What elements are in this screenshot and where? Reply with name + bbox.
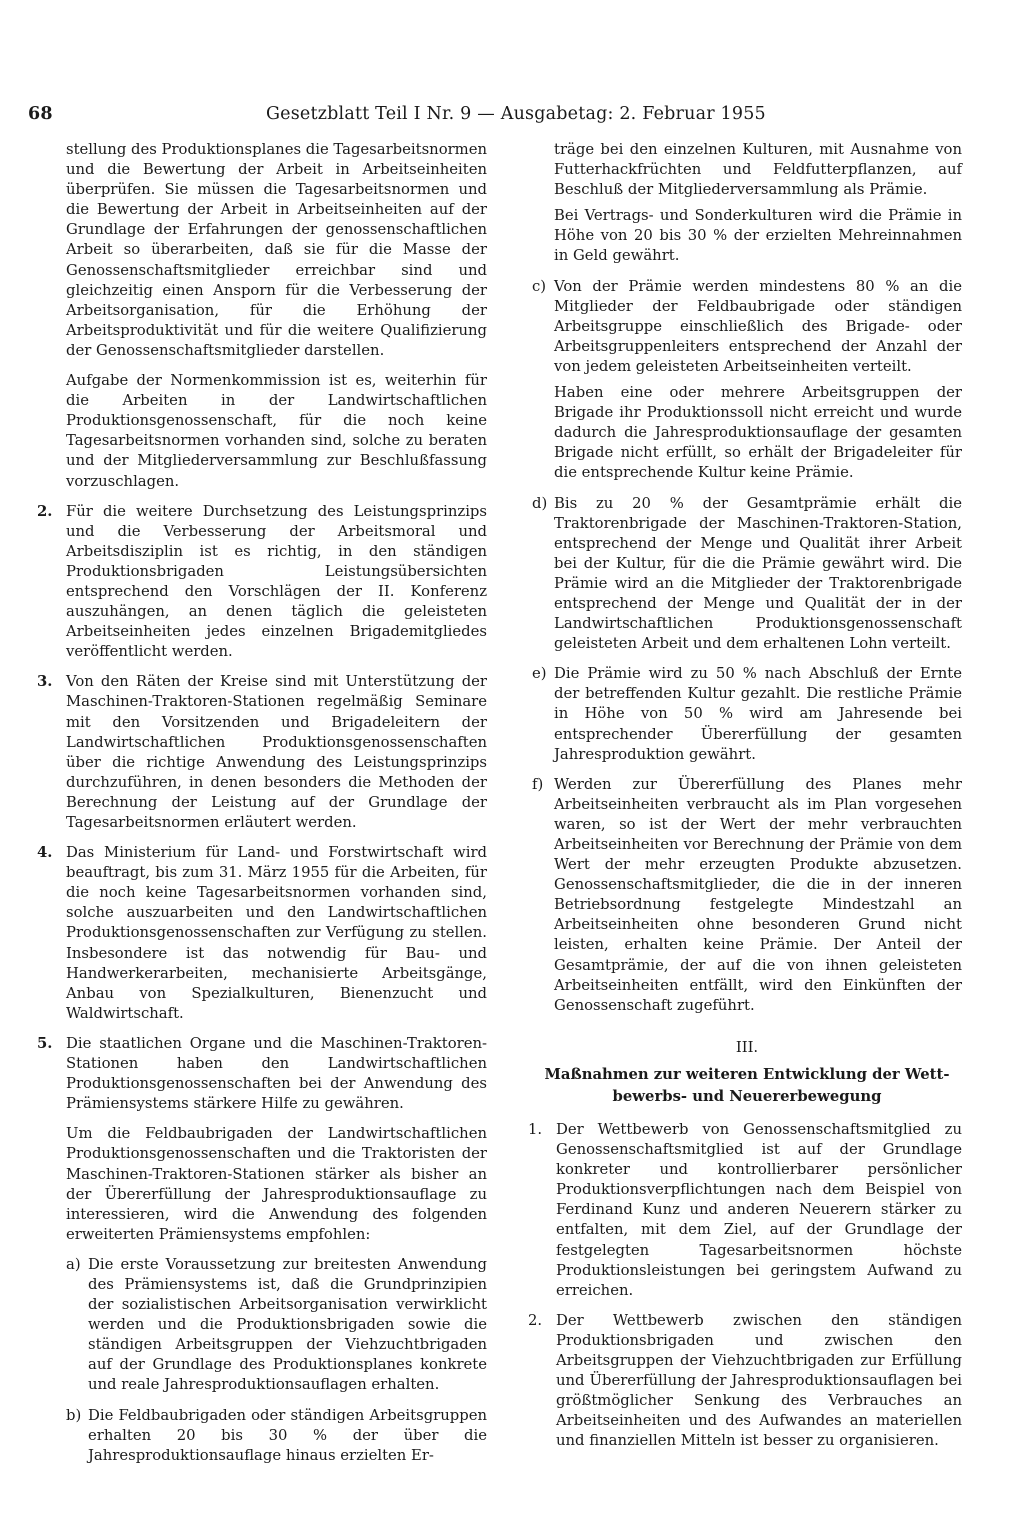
item-text: Werden zur Übererfüllung des Planes mehr Arbeitseinheiten verbraucht als im Plan vorgesehen waren, so ist der Wert der mehr verbrauchten Arbeitseinheiten vor Berechnung der Prämie von dem Wert der mehr erzeugten Produkte abzusetzen. Genossenschaftsmitglieder, die die in der inneren Betriebsordnung festgelegte Mindestzahl an Arbeitseinheiten ohne besonderen Grund nicht leisten, erhalten keine Prämie. Der Anteil der Gesamtprämie, der auf die von ihnen geleisteten Arbeitseinheiten entfällt, wird den Einkünften der Genossenschaft zugeführt.	[554, 775, 962, 1014]
item-text: Von der Prämie werden mindestens 80 % an die Mitglieder der Feldbaubrigade oder ständigen Arbeitsgruppe einschließlich des Brigade- oder Arbeitsgruppenleiters entsprechend der Anzahl der von jedem geleisteten Arbeitseinheiten verteilt.	[554, 277, 962, 375]
paragraph: Um die Feldbaubrigaden der Landwirtschaftlichen Produktionsgenossenschaften und die Traktoristen der Maschinen-Traktoren-Stationen stärker als bisher an der Übererfüllung der Jahresproduktionsauflage zu interessieren, wird die Anwendung des folgenden erweiterten Prämiensystems empfohlen:	[66, 1125, 487, 1243]
item-text: Von den Räten der Kreise sind mit Unterstützung der Maschinen-Traktoren-Stationen regelmäßig Seminare mit den Vorsitzenden und Brigadeleitern der Landwirtschaftlichen Produktionsgenossenschaften über die richtige Anwendung des Leistungsprinzips durchzuführen, in denen besonders die Methoden der Berechnung der Leistung auf der Grundlage der Tagesarbeitsnormen erläutert werden.	[66, 673, 487, 831]
item-text: Die Prämie wird zu 50 % nach Abschluß der Ernte der betreffenden Kultur gezahlt. Die restliche Prämie in Höhe von 50 % wird am Jahresende bei entsprechender Übererfüllung der gesamten Jahresproduktion gewährt.	[554, 665, 962, 763]
left-column	[37, 140, 488, 1476]
item-letter: a)	[66, 1255, 81, 1273]
lettered-item	[532, 277, 962, 484]
item-text: Die staatlichen Organe und die Maschinen-Traktoren-Stationen haben den Landwirtschaftlichen Produktionsgenossenschaften bei der Anwendung des Prämiensystems stärkere Hilfe zu gewähren.	[66, 1034, 487, 1113]
lettered-item	[532, 775, 962, 1016]
item-letter: e)	[532, 665, 547, 683]
lettered-item	[532, 494, 962, 655]
lettered-item	[532, 664, 962, 764]
gazette-title: Gesetzblatt Teil I Nr. 9 — Ausgabetag: 2. Februar 1955	[266, 104, 766, 124]
item-text: Der Wettbewerb zwischen den ständigen Produktionsbrigaden und zwischen den Arbeitsgruppen der Viehzuchtbrigaden zur Erfüllung und Übererfüllung der Jahresproduktionsauflagen bei größtmöglicher Senkung des Verbrauches an Arbeitseinheiten und des Aufwandes an materiellen und finanziellen Mitteln ist besser zu organisieren.	[556, 1311, 962, 1450]
paragraph: Aufgabe der Normenkommission ist es, weiterhin für die Arbeiten in der Landwirtschaftlichen Produktionsgenossenschaft, für die noch keine Tagesarbeitsnormen vorhanden sind, solche zu beraten und der Mitgliederversammlung zur Beschlußfassung vorzuschlagen.	[66, 372, 487, 490]
item-text: träge bei den einzelnen Kulturen, mit Ausnahme von Futterhackfrüchten und Feldfutterpflanzen, auf Beschluß der Mitgliederversammlung als Prämie.	[554, 141, 962, 199]
lettered-item	[66, 1406, 487, 1466]
item-letter: c)	[532, 277, 547, 295]
numbered-item	[37, 672, 487, 833]
page-header	[28, 99, 964, 129]
item-number: 3.	[37, 673, 53, 691]
item-number: 2.	[37, 502, 53, 520]
item-text: Für die weitere Durchsetzung des Leistungsprinzips und die Verbesserung der Arbeitsmoral und Arbeitsdisziplin ist es richtig, in den ständigen Produktionsbrigaden Leistungsübersichten entsprechend den Vorschlägen der II. Konferenz auszuhängen, an denen täglich die geleisteten Arbeitseinheiten jedes einzelnen Brigademitgliedes veröffentlicht werden.	[66, 502, 487, 661]
section-title-line: Maßnahmen zur weiteren Entwicklung der Wett-	[544, 1065, 950, 1083]
item-text: Das Ministerium für Land- und Forstwirtschaft wird beauftragt, bis zum 31. März 1955 für die Arbeiten, für die noch keine Tagesarbeitsnormen vorhanden sind, solche auszuarbeiten und den Landwirtschaftlichen Produktionsgenossenschaften zur Verfügung zu stellen. Insbesondere ist das notwendig für Bau- und Handwerkerarbeiten, mechanisierte Arbeitsgänge, Anbau von Spezialkulturen, Bienenzucht und Waldwirtschaft.	[66, 844, 487, 1022]
section-title	[532, 1064, 962, 1108]
numbered-item	[528, 1120, 962, 1301]
numbered-item	[528, 1311, 962, 1452]
item-text: Bis zu 20 % der Gesamtprämie erhält die Traktorenbrigade der Maschinen-Traktoren-Station, entsprechend der Menge und Qualität ihrer Arbeit bei der Kultur, für die die Prämie gewährt wird. Die Prämie wird an die Mitglieder der Traktorenbrigade entsprechend der Menge und Qualität der in der Landwirtschaftlichen Produktionsgenossenschaft geleisteten Arbeit und dem erhaltenen Lohn verteilt.	[554, 494, 962, 653]
item-text: Die erste Voraussetzung zur breitesten Anwendung des Prämiensystems ist, daß die Grundprinzipien der sozialistischen Arbeitsorganisation verwirklicht werden und die Produktionsbrigaden sowie die ständigen Arbeitsgruppen der Viehzuchtbrigaden auf der Grundlage des Produktionsplanes konkrete und reale Jahresproduktionsauflagen erhalten.	[88, 1255, 487, 1394]
section-title-line: bewerbs- und Neuererbewegung	[612, 1087, 882, 1105]
item-letter: b)	[66, 1406, 82, 1424]
lettered-item	[66, 1255, 487, 1396]
numbered-item	[37, 1034, 487, 1114]
item-letter: f)	[532, 775, 544, 793]
page-number: 68	[28, 104, 53, 124]
item-number: 2.	[528, 1311, 543, 1329]
item-text: Der Wettbewerb von Genossenschaftsmitglied zu Genossenschaftsmitglied ist auf der Grundlage konkreter und kontrollierbarer persönlicher Produktionsverpflichtungen nach dem Beispiel von Ferdinand Kunz und anderen Neuerern stärker zu entfalten, mit dem Ziel, auf der Grundlage der festgelegten Tagesarbeitsnormen höchste Produktionsleistungen bei geringstem Aufwand zu erreichen.	[556, 1120, 962, 1299]
numbered-item	[37, 502, 487, 663]
item-letter: d)	[532, 494, 548, 512]
right-column	[528, 140, 962, 1461]
item-text: Die Feldbaubrigaden oder ständigen Arbeitsgruppen erhalten 20 bis 30 % der über die Jahresproduktionsauflage hinaus erzielten Er-	[88, 1406, 487, 1464]
item-number: 1.	[528, 1120, 543, 1138]
item-subparagraph: Bei Vertrags- und Sonderkulturen wird die Prämie in Höhe von 20 bis 30 % der erzielten Mehreinnahmen in Geld gewährt.	[554, 207, 962, 265]
item-number: 5.	[37, 1034, 53, 1052]
section-number: III.	[735, 1038, 759, 1056]
paragraph: stellung des Produktionsplanes die Tagesarbeitsnormen und die Bewertung der Arbeit in Arbeitseinheiten überprüfen. Sie müssen die Tagesarbeitsnormen und die Bewertung der Arbeit in Arbeitseinheiten auf der Grundlage der Erfahrungen der genossenschaftlichen Arbeit so überarbeiten, daß sie für die Masse der Genossenschaftsmitglieder erreichbar sind und gleichzeitig einen Ansporn für die Verbesserung der Arbeitsorganisation, für die Erhöhung der Arbeitsproduktivität und für die weitere Qualifizierung der Genossenschaftsmitglieder darstellen.	[66, 141, 488, 359]
item-subparagraph: Haben eine oder mehrere Arbeitsgruppen der Brigade ihr Produktionssoll nicht erreicht und wurde dadurch die Jahresproduktionsauflage der gesamten Brigade nicht erfüllt, so erhält der Brigadeleiter für die entsprechende Kultur keine Prämie.	[554, 384, 962, 482]
item-number: 4.	[37, 844, 53, 862]
lettered-item-continuation	[532, 140, 962, 267]
numbered-item	[37, 843, 487, 1024]
